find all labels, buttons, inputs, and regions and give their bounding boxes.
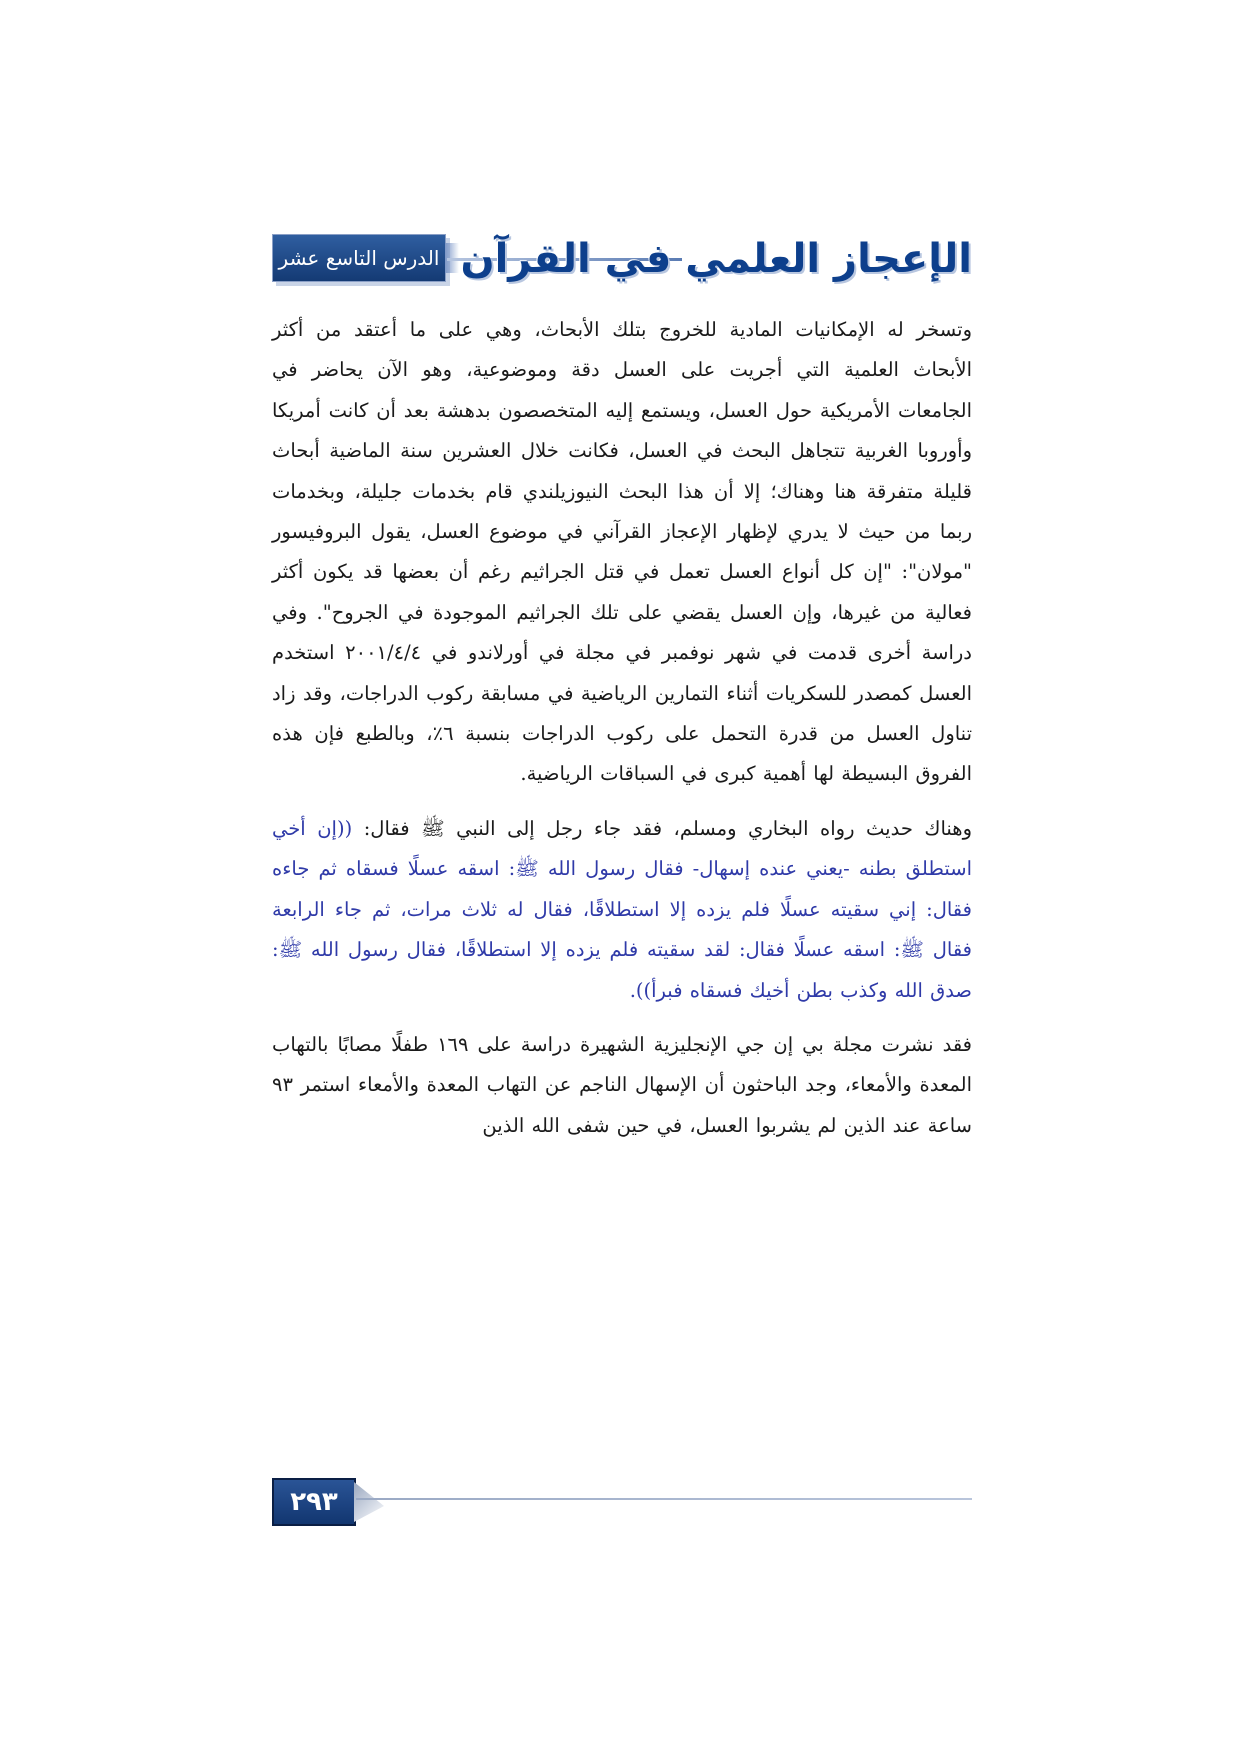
paragraph-study: فقد نشرت مجلة بي إن جي الإنجليزية الشهيرة دراسة على ١٦٩ طفلًا مصابًا بالتهاب المعدة والأمعاء، وجد الباحثون أن الإسهال الناجم عن التهاب المعدة والأمعاء استمر ٩٣ ساعة عند الذين لم يشربوا العسل، في حين شفى الله الذين: [272, 1032, 972, 1137]
paragraph-research: وتسخر له الإمكانيات المادية للخروج بتلك الأبحاث، وهي على ما أعتقد من أكثر الأبحاث العلمية التي أجريت على العسل دقة وموضوعية، وهو الآن يحاضر في الجامعات الأمريكية حول العسل، ويستمع إليه المتخصصون بدهشة بعد أن كانت أمريكا وأوروبا الغربية تتجاهل البحث في العسل، فكانت خلال العشرين سنة الماضية أبحاث قليلة متفرقة هنا وهناك؛ إلا أن هذا البحث النيوزيلندي قام بخدمات جليلة، وبخدمات ربما من حيث لا يدري لإظهار الإعجاز القرآني في موضوع العسل، يقول البروفيسور "مولان": "إن كل أنواع العسل تعمل في قتل الجراثيم رغم أن بعضها قد يكون أكثر فعالية من غيرها، وإن العسل يقضي على تلك الجراثيم الموجودة في الجروح". وفي دراسة أخرى قدمت في شهر نوفمبر في مجلة في أورلاندو في ٢٠٠١/٤/٤ استخدم العسل كمصدر للسكريات أثناء التمارين الرياضية في مسابقة ركوب الدراجات، وقد زاد تناول العسل من قدرة التحمل على ركوب الدراجات بنسبة ٦٪، وبالطبع فإن هذه الفروق البسيطة لها أهمية كبرى في السباقات الرياضية.: [272, 318, 972, 786]
chapter-badge: الدرس التاسع عشر: [272, 234, 446, 282]
page-footer: [272, 1478, 972, 1524]
hadith-intro: وهناك حديث رواه البخاري ومسلم، فقد جاء رجل إلى النبي ﷺ فقال:: [352, 816, 972, 840]
hadith-quote: ((إن أخي استطلق بطنه -يعني عنده إسهال- فقال رسول الله ﷺ: اسقه عسلًا فسقاه ثم جاءه فقال: إني سقيته عسلًا فلم يزده إلا استطلاقًا، فقال له ثلاث مرات، ثم جاء الرابعة فقال ﷺ: اسقه عسلًا فقال: لقد سقيته فلم يزده إلا استطلاقًا، فقال رسول الله ﷺ: صدق الله وكذب بطن أخيك فسقاه فبرأ)).: [272, 816, 972, 1002]
page-header: [272, 228, 972, 290]
paragraph-hadith: [272, 809, 972, 1011]
book-title: الإعجاز العلمي في القرآن: [460, 236, 972, 282]
footer-divider: [356, 1498, 972, 1500]
page-number-shadow: [354, 1482, 384, 1522]
page-body: [272, 310, 972, 1146]
page-number: ٢٩٣: [272, 1478, 356, 1526]
